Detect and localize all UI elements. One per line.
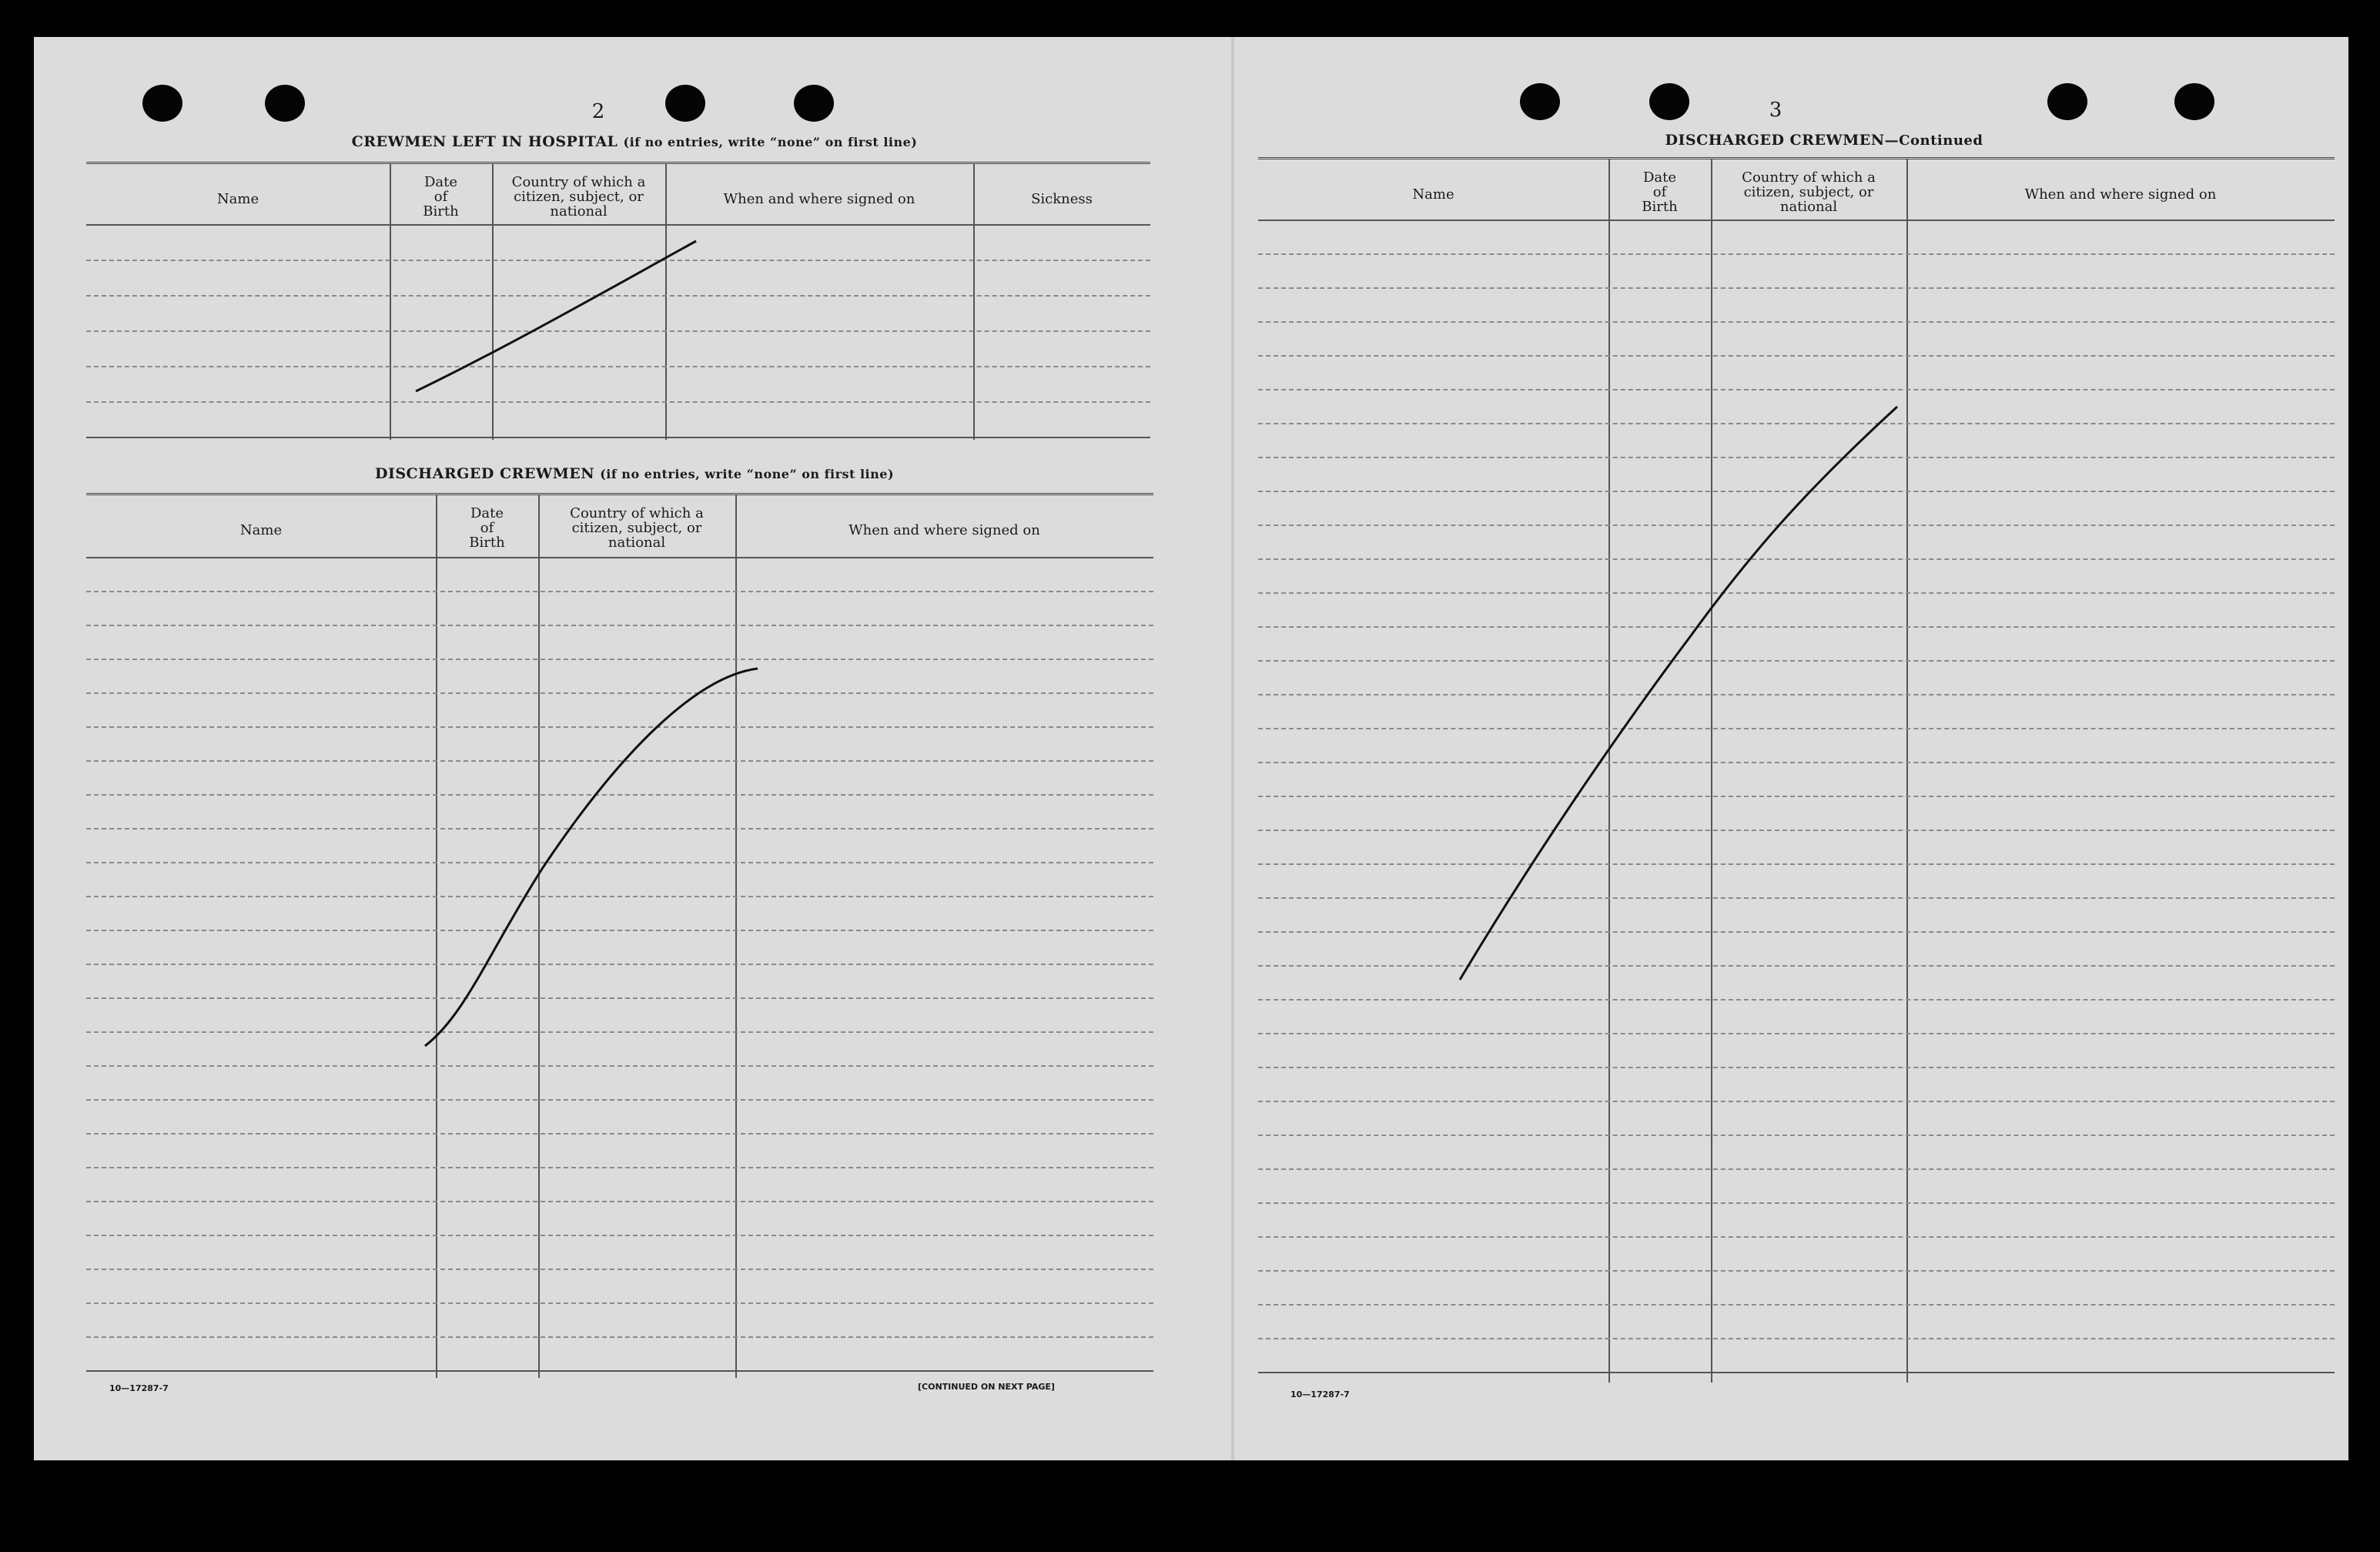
cancel-stroke-discharged [425,669,758,1046]
page-number-left: 2 [591,100,605,123]
col-header-country: Country of which a citizen, subject, or national [511,174,646,220]
cancel-stroke-hospital [416,241,696,391]
col-header-country: Country of which a citizen, subject, or national [1742,169,1876,215]
col-header-signed-on: When and where signed on [723,191,916,207]
col-header-signed-on: When and where signed on [849,522,1040,538]
discharged-title-note: (if no entries, write “none” on first line) [600,467,895,481]
col-header-country: Country of which a citizen, subject, or national [570,505,704,551]
col-header-name: Name [1412,186,1454,203]
col-header-sickness: Sickness [1031,191,1093,207]
form-number-left: 10—17287-7 [109,1383,169,1393]
hospital-title-text: CREWMEN LEFT IN HOSPITAL [351,133,618,150]
hospital-title-note: (if no entries, write “none” on first line) [623,135,918,149]
col-header-signed-on: When and where signed on [2024,186,2217,203]
col-header-date-of-birth: Date of Birth [423,174,459,220]
col-header-name: Name [216,191,259,207]
continued-note: [CONTINUED ON NEXT PAGE] [918,1382,1055,1392]
form-number-right: 10—17287-7 [1290,1389,1350,1399]
cancellation-strokes [34,37,2348,1460]
col-header-date-of-birth: Date of Birth [469,505,505,551]
col-header-name: Name [239,522,283,538]
discharged-continued-title-text: DISCHARGED CREWMEN [1665,132,1885,149]
page-number-right: 3 [1769,99,1782,122]
scanned-document [34,37,2348,1460]
discharged-title-text: DISCHARGED CREWMEN [374,465,595,482]
continued-suffix: —Continued [1884,132,1983,149]
col-header-date-of-birth: Date of Birth [1642,169,1678,215]
cancel-stroke-right [1460,407,1897,980]
